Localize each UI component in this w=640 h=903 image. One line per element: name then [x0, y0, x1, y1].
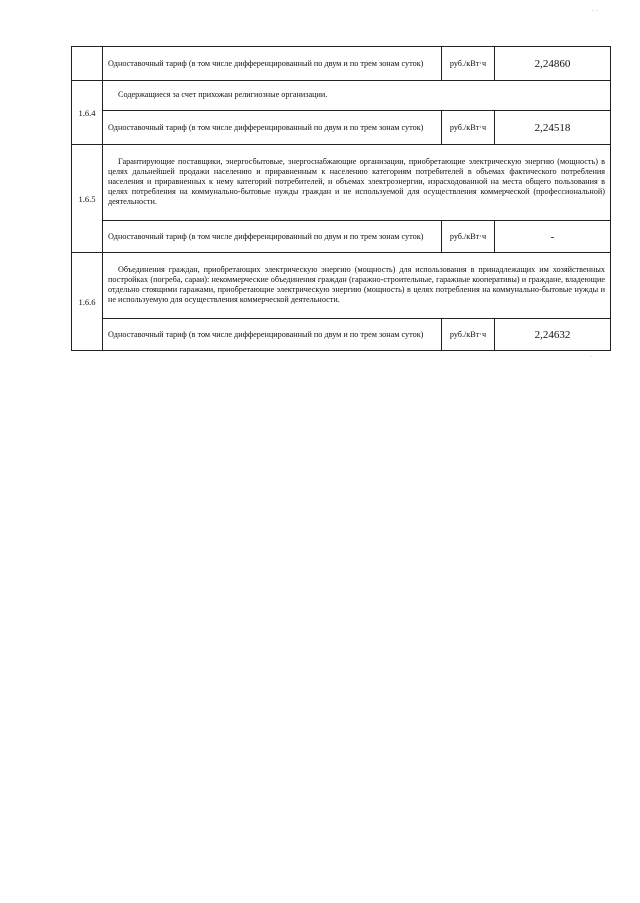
table-row — [72, 81, 611, 111]
table-row — [72, 47, 611, 81]
tariff-value: 2,24632 — [495, 319, 611, 351]
tariff-description: Одноставочный тариф (в том числе дифференцированный по двум и по трем зонам суток) — [103, 221, 442, 253]
table-row — [72, 145, 611, 221]
tariff-table — [71, 46, 611, 351]
category-heading — [103, 81, 611, 111]
row-number: 1.6.6 — [72, 253, 103, 351]
tariff-value: - — [495, 221, 611, 253]
unit-cell: руб./кВт·ч — [442, 319, 495, 351]
tariff-description: Одноставочный тариф (в том числе дифференцированный по двум и по трем зонам суток) — [103, 319, 442, 351]
row-number — [72, 47, 103, 81]
category-heading-text: Содержащиеся за счет прихожан религиозные организации. — [118, 90, 328, 99]
table-row — [72, 221, 611, 253]
row-number: 1.6.5 — [72, 145, 103, 253]
table-row — [72, 253, 611, 319]
row-number: 1.6.4 — [72, 81, 103, 145]
category-heading-text: Гарантирующие поставщики, энергосбытовые, энергоснабжающие организации, приобретающие электрическую энергию (мощность) в целях дальнейшей продажи населению и приравненным к населению категориям потребителей в объемах фактического потребления населения и приравненных к нему категорий потребителей, и объемах электроэнергии, израсходованной на места общего пользования в целях потребления на коммунально-бытовые нужды граждан и не используемой для осуществления коммерческой (профессиональной) деятельности. — [108, 157, 605, 206]
table-row — [72, 319, 611, 351]
tariff-description: Одноставочный тариф (в том числе дифференцированный по двум и по трем зонам суток) — [103, 111, 442, 145]
scan-speck: · · — [592, 8, 598, 15]
category-heading-text: Объединения граждан, приобретающих электрическую энергию (мощность) для использования в принадлежащих им хозяйственных постройках (погреба, сараи): некоммерческие объединения граждан (гаражно-строительные, гаражные кооперативы) и граждане, владеющие отдельно стоящими гаражами, приобретающие электрическую энергию (мощность) в целях потребления на коммунально-бытовые нужды и не используемую для осуществления коммерческой деятельности. — [108, 265, 605, 304]
unit-cell: руб./кВт·ч — [442, 111, 495, 145]
tariff-value: 2,24518 — [495, 111, 611, 145]
scan-speck: · — [590, 354, 592, 361]
tariff-value: 2,24860 — [495, 47, 611, 81]
unit-cell: руб./кВт·ч — [442, 47, 495, 81]
category-heading — [103, 253, 611, 319]
tariff-description: Одноставочный тариф (в том числе дифференцированный по двум и по трем зонам суток) — [103, 47, 442, 81]
category-heading — [103, 145, 611, 221]
table-row — [72, 111, 611, 145]
unit-cell: руб./кВт·ч — [442, 221, 495, 253]
